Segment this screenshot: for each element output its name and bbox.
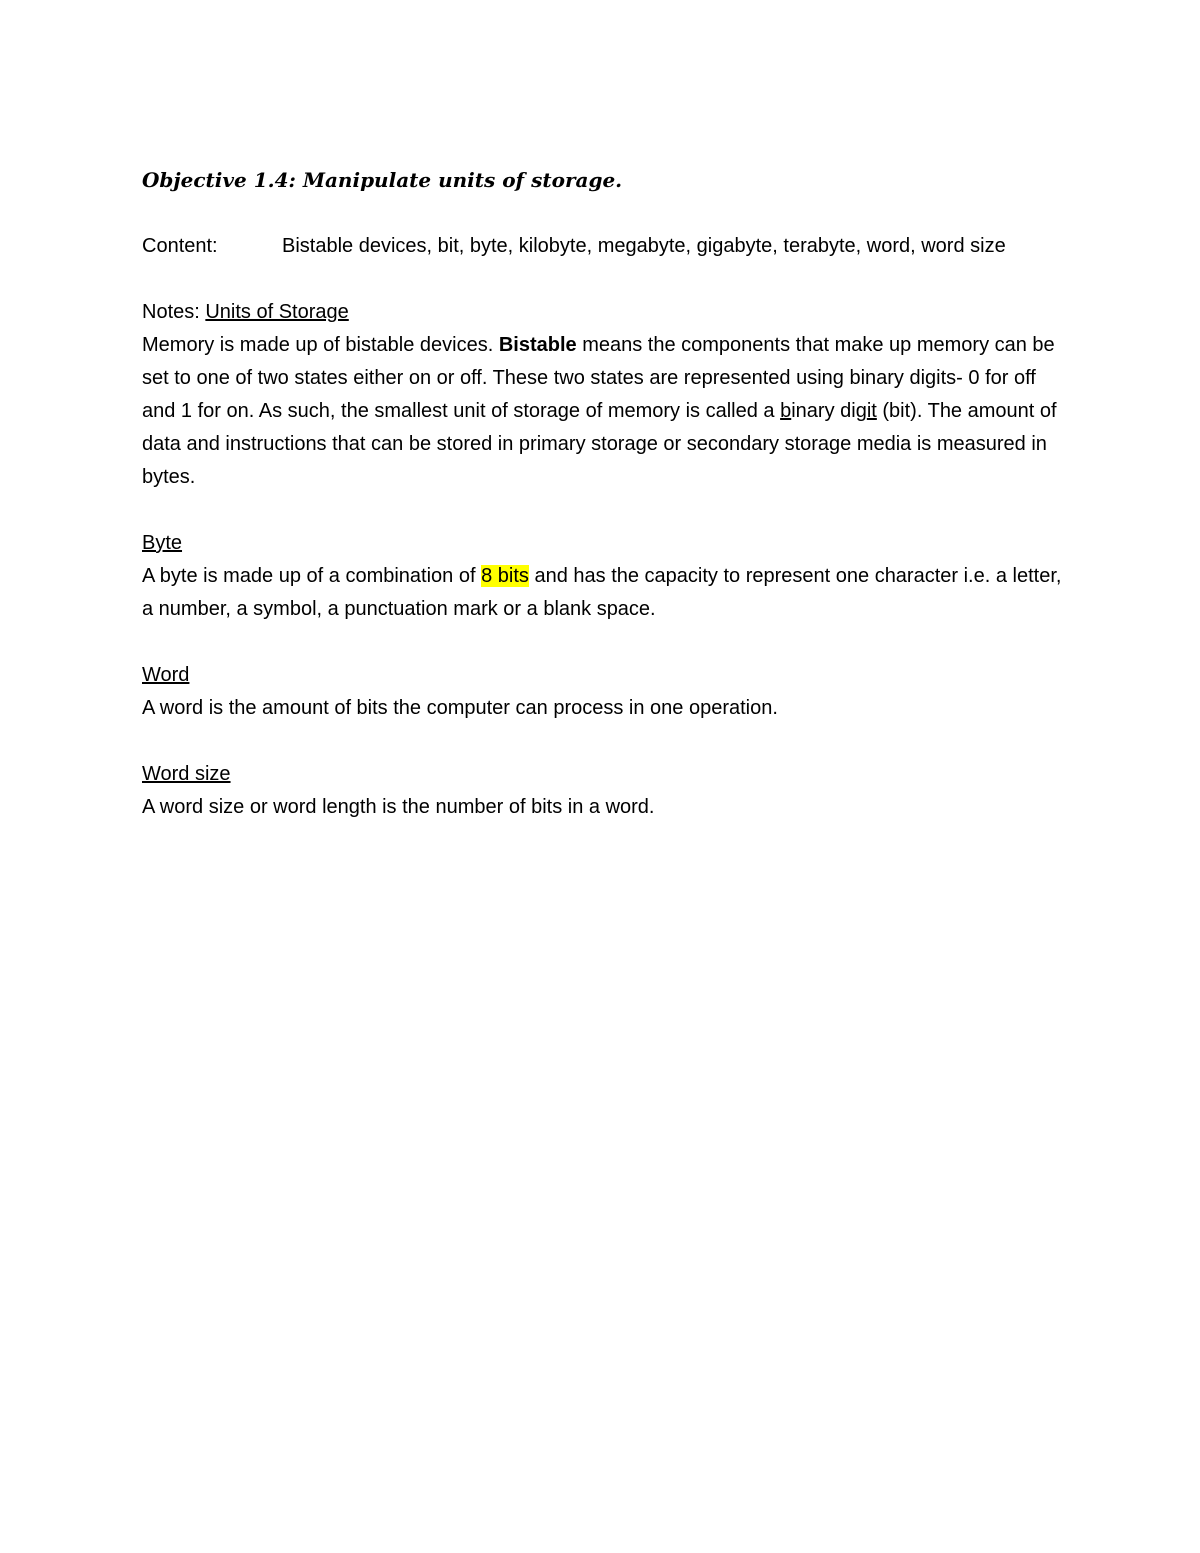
- spacer: [142, 626, 1072, 659]
- byte-text-part: A byte is made up of a combination of: [142, 565, 482, 587]
- document-page: [142, 164, 1072, 824]
- spacer: [142, 725, 1072, 758]
- notes-heading: Units of Storage: [205, 301, 349, 323]
- notes-heading-line: [142, 296, 1072, 329]
- spacer: [142, 494, 1072, 527]
- word-paragraph: A word is the amount of bits the computer can process in one operation.: [142, 697, 778, 719]
- spacer: [142, 263, 1072, 296]
- notes-label: Notes:: [142, 301, 206, 323]
- content-row: [142, 230, 1072, 263]
- binary-underline: b: [780, 400, 792, 422]
- byte-text-part: and has the capacity to represent one character i.e. a letter, a number, a symbol, a punctuation mark or a blank space.: [142, 565, 1062, 620]
- byte-heading: Byte: [142, 532, 183, 554]
- word-heading: Word: [142, 664, 190, 686]
- digit-underline: it: [866, 400, 877, 422]
- content-label: Content:: [142, 235, 218, 257]
- notes-paragraph: [142, 329, 1072, 494]
- eight-bits-highlight: 8 bits: [481, 565, 529, 587]
- spacer: [142, 197, 1072, 230]
- notes-text-part: (bit). The amount of data and instructions that can be stored in primary storage or secondary storage media is measured in bytes.: [142, 400, 1057, 488]
- content-text: Bistable devices, bit, byte, kilobyte, megabyte, gigabyte, terabyte, word, word size: [282, 235, 1006, 257]
- objective-title: Objective 1.4: Manipulate units of storage.: [142, 168, 623, 192]
- bistable-term: Bistable: [498, 334, 577, 356]
- byte-paragraph: [142, 560, 1072, 626]
- notes-text-part: means the components that make up memory can be set to one of two states either on or off. These two states are represented using binary digits- 0 for off and 1 for on. As such, the smallest unit of storage of memory is called a: [142, 334, 1055, 422]
- word-size-paragraph: A word size or word length is the number of bits in a word.: [142, 796, 655, 818]
- notes-text-part: inary dig: [791, 400, 867, 422]
- word-size-heading: Word size: [142, 763, 231, 785]
- notes-text-part: Memory is made up of bistable devices.: [142, 334, 499, 356]
